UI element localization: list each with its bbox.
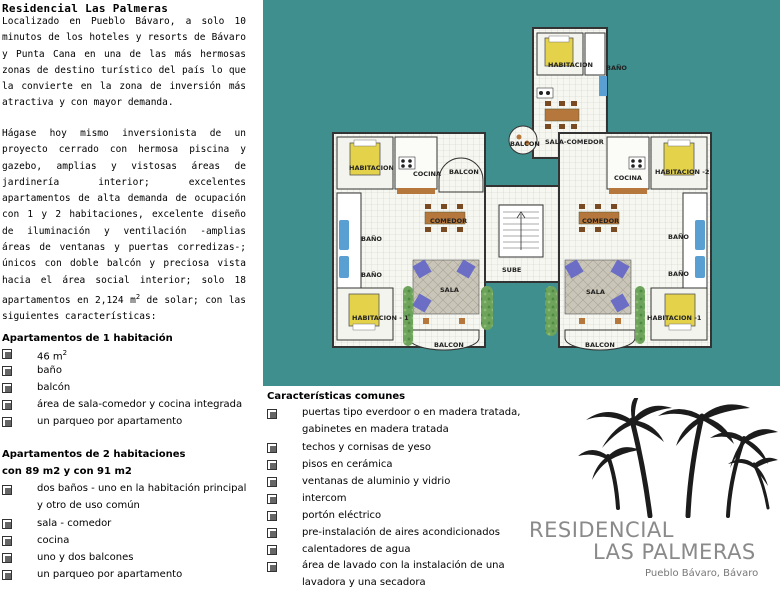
- list-item: [267, 541, 527, 558]
- checkbox-bullet-icon: [2, 400, 12, 410]
- label-hab-1-left: HABITACION - 1: [352, 314, 409, 322]
- common-list: [267, 405, 527, 592]
- logo-line-2: LAS PALMERAS: [593, 540, 756, 564]
- label-balcon-bottom-left: BALCON: [434, 341, 464, 349]
- checkbox-bullet-icon: [2, 417, 12, 427]
- label-bano-left-2: BAÑO: [361, 271, 382, 279]
- list-item-text: balcón: [37, 382, 71, 393]
- floor-plan-image: [263, 0, 780, 386]
- list-item: [267, 558, 527, 592]
- checkbox-bullet-icon: [2, 570, 12, 580]
- checkbox-bullet-icon: [267, 511, 277, 521]
- checkbox-bullet-icon: [2, 536, 12, 546]
- list-item: [2, 566, 249, 583]
- checkbox-bullet-icon: [267, 443, 277, 453]
- list-item-text: calentadores de agua: [302, 544, 411, 555]
- label-comedor-left: COMEDOR: [430, 217, 468, 225]
- label-bano-right-1: BAÑO: [668, 233, 689, 241]
- apt1-area-sup: 2: [62, 349, 68, 357]
- logo-line-1: RESIDENCIAL: [529, 518, 674, 542]
- list-item: [2, 362, 247, 379]
- checkbox-bullet-icon: [267, 477, 277, 487]
- floor-plan-panel: [263, 0, 780, 386]
- label-sube: SUBE: [502, 266, 522, 274]
- label-balcon-bottom-right: BALCON: [585, 341, 615, 349]
- list-item-text: área de lavado con la instalación de una lavadora y una secadora: [302, 560, 505, 588]
- list-item-text: uno y dos balcones: [37, 552, 134, 563]
- checkbox-bullet-icon: [267, 528, 277, 538]
- list-item: [2, 532, 249, 549]
- checkbox-bullet-icon: [2, 485, 12, 495]
- offer-sup: 2: [135, 292, 141, 301]
- list-item: [267, 490, 527, 507]
- label-bano-top: BAÑO: [606, 64, 627, 72]
- apt2-list: [2, 481, 249, 583]
- list-item-text: área de sala-comedor y cocina integrada: [37, 399, 243, 410]
- list-item: [2, 549, 249, 566]
- list-item-text: puertas tipo everdoor o en madera tratada, gabinetes en madera tratada: [302, 407, 521, 435]
- list-item-text: cocina: [37, 535, 70, 546]
- label-cocina-left: COCINA: [413, 170, 441, 178]
- list-item: [2, 481, 249, 515]
- checkbox-bullet-icon: [2, 553, 12, 563]
- list-item-text: sala - comedor: [37, 518, 112, 529]
- list-item: [2, 379, 247, 396]
- apt2-subheading: con 89 m2 y con 91 m2: [2, 466, 132, 477]
- list-item: [267, 473, 527, 490]
- offer-text-end: de solar; con las siguientes características:: [2, 295, 246, 323]
- list-item: [2, 413, 247, 430]
- checkbox-bullet-icon: [2, 349, 12, 359]
- label-bano-right-2: BAÑO: [668, 270, 689, 278]
- checkbox-bullet-icon: [267, 460, 277, 470]
- apt1-area: 46 m: [37, 351, 63, 363]
- label-hab-right: HABITACION -2: [655, 168, 710, 176]
- list-item-text: un parqueo por apartamento: [37, 416, 183, 427]
- list-item-text: un parqueo por apartamento: [37, 569, 183, 580]
- label-balcon-left: BALCON: [449, 168, 479, 176]
- label-hab-left: HABITACION: [349, 164, 394, 172]
- apt1-heading: Apartamentos de 1 habitación: [2, 333, 173, 344]
- label-sala-left: SALA: [440, 286, 459, 294]
- label-sala-right: SALA: [586, 288, 605, 296]
- page-title: Residencial Las Palmeras: [2, 2, 169, 15]
- apt1-list: [2, 345, 247, 430]
- common-heading: Características comunes: [267, 391, 406, 402]
- checkbox-bullet-icon: [267, 545, 277, 555]
- list-item-text: pisos en cerámica: [302, 459, 393, 470]
- checkbox-bullet-icon: [2, 383, 12, 393]
- list-item-text: intercom: [302, 493, 347, 504]
- offer-text: Hágase hoy mismo inversionista de un proyecto cerrado con hermosa piscina y gazebo, amplias y vistosas áreas de jardinería interior; excelentes apartamentos de alta demanda de ocupación con 1 y 2 habitaciones, excelente diseño de iluminación y ventilación -amplias áreas de ventanas y puertas corredizas-; únicos con doble balcón y preciosa vista hacia el área social interior; solo 18 apartamentos en 2,124 m: [2, 128, 246, 307]
- label-sala-comedor: SALA-COMEDOR: [545, 138, 604, 146]
- palm-trees-icon: [578, 398, 778, 518]
- label-cocina-right: COCINA: [614, 174, 642, 182]
- apt2-heading: Apartamentos de 2 habitaciones: [2, 449, 186, 460]
- checkbox-bullet-icon: [2, 366, 12, 376]
- checkbox-bullet-icon: [267, 409, 277, 419]
- label-bano-left-1: BAÑO: [361, 235, 382, 243]
- label-comedor-right: COMEDOR: [582, 217, 620, 225]
- list-item-text: ventanas de aluminio y vidrio: [302, 476, 451, 487]
- list-item-text: pre-instalación de aires acondicionados: [302, 527, 500, 538]
- label-hab-1-right: HABITACION -1: [647, 314, 702, 322]
- list-item-text: portón eléctrico: [302, 510, 382, 521]
- checkbox-bullet-icon: [267, 494, 277, 504]
- checkbox-bullet-icon: [267, 562, 277, 572]
- list-item: [267, 524, 527, 541]
- list-item: [2, 515, 249, 532]
- list-item: [267, 405, 527, 439]
- list-item-text: dos baños - uno en la habitación principal y otro de uso común: [37, 483, 247, 511]
- logo-location: Pueblo Bávaro, Bávaro: [645, 568, 759, 579]
- list-item: [267, 456, 527, 473]
- label-balcon-side: BALCON: [510, 140, 540, 148]
- list-item: [267, 507, 527, 524]
- intro-paragraph: Localizado en Pueblo Bávaro, a solo 10 minutos de los hoteles y resorts de Bávaro y Punta Cana en una de las más hermosas zonas de destino turístico del país lo que la convierte en la zona de inversión más atractiva y con mayor demanda.: [2, 16, 246, 109]
- checkbox-bullet-icon: [2, 519, 12, 529]
- list-item-text: techos y cornisas de yeso: [302, 442, 431, 453]
- list-item-text: baño: [37, 365, 62, 376]
- list-item: [2, 345, 247, 362]
- list-item: [2, 396, 247, 413]
- list-item: [267, 439, 527, 456]
- label-hab-top: HABITACION: [548, 61, 593, 69]
- offer-paragraph: [2, 126, 246, 326]
